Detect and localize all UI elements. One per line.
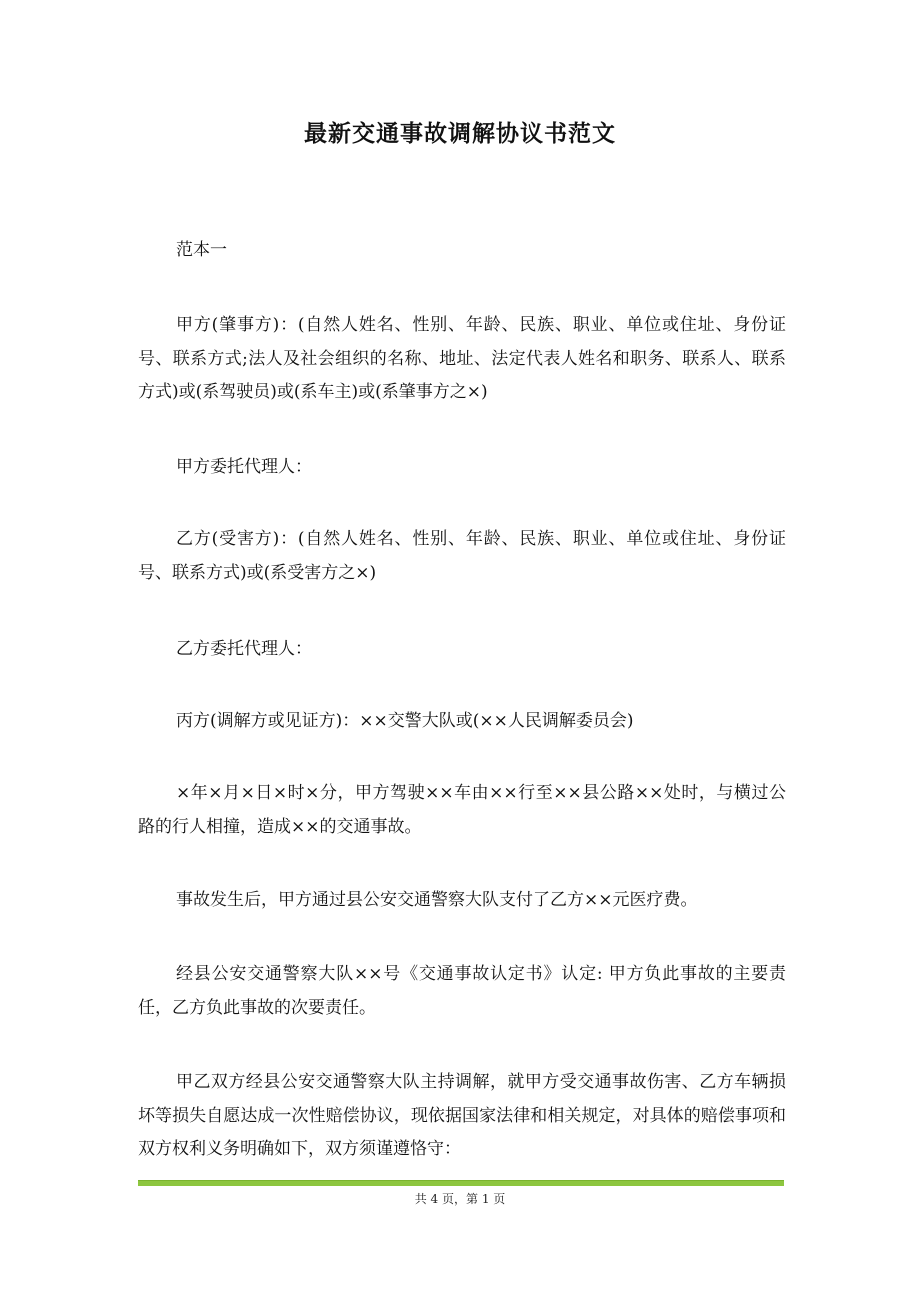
paragraph-template-label: 范本一 [176, 240, 227, 260]
paragraph-party-b-agent: 乙方委托代理人： [176, 639, 312, 659]
paragraph-accident-description: ×年×月×日×时×分，甲方驾驶××车由××行至××县公路××处时，与横过公路的行人相撞，造成××的交通事故。 [138, 783, 786, 837]
paragraph-medical-payment: 事故发生后，甲方通过县公安交通警察大队支付了乙方××元医疗费。 [176, 890, 698, 910]
paragraph-party-b: 乙方(受害方)：(自然人姓名、性别、年龄、民族、职业、单位或住址、身份证号、联系方式)或(系受害方之×) [138, 529, 786, 583]
paragraph-party-a-agent: 甲方委托代理人： [176, 457, 312, 477]
paragraph-responsibility: 经县公安交通警察大队××号《交通事故认定书》认定: 甲方负此事故的主要责任，乙方负此事故的次要责任。 [138, 964, 786, 1018]
footer-divider [138, 1180, 784, 1186]
document-title: 最新交通事故调解协议书范文 [304, 120, 616, 147]
paragraph-mediation-agreement: 甲乙双方经县公安交通警察大队主持调解，就甲方受交通事故伤害、乙方车辆损坏等损失自愿达成一次性赔偿协议，现依据国家法律和相关规定，对具体的赔偿事项和双方权利义务明确如下，双方须谨遵恪守： [138, 1072, 786, 1159]
paragraph-party-c: 丙方(调解方或见证方)：××交警大队或(××人民调解委员会) [176, 711, 634, 731]
page-footer: 共 4 页，第 1 页 [414, 1192, 506, 1206]
paragraph-party-a: 甲方(肇事方)：(自然人姓名、性别、年龄、民族、职业、单位或住址、身份证号、联系方式;法人及社会组织的名称、地址、法定代表人姓名和职务、联系人、联系方式)或(系驾驶员)或(系车主)或(系肇事方之×) [138, 315, 786, 402]
